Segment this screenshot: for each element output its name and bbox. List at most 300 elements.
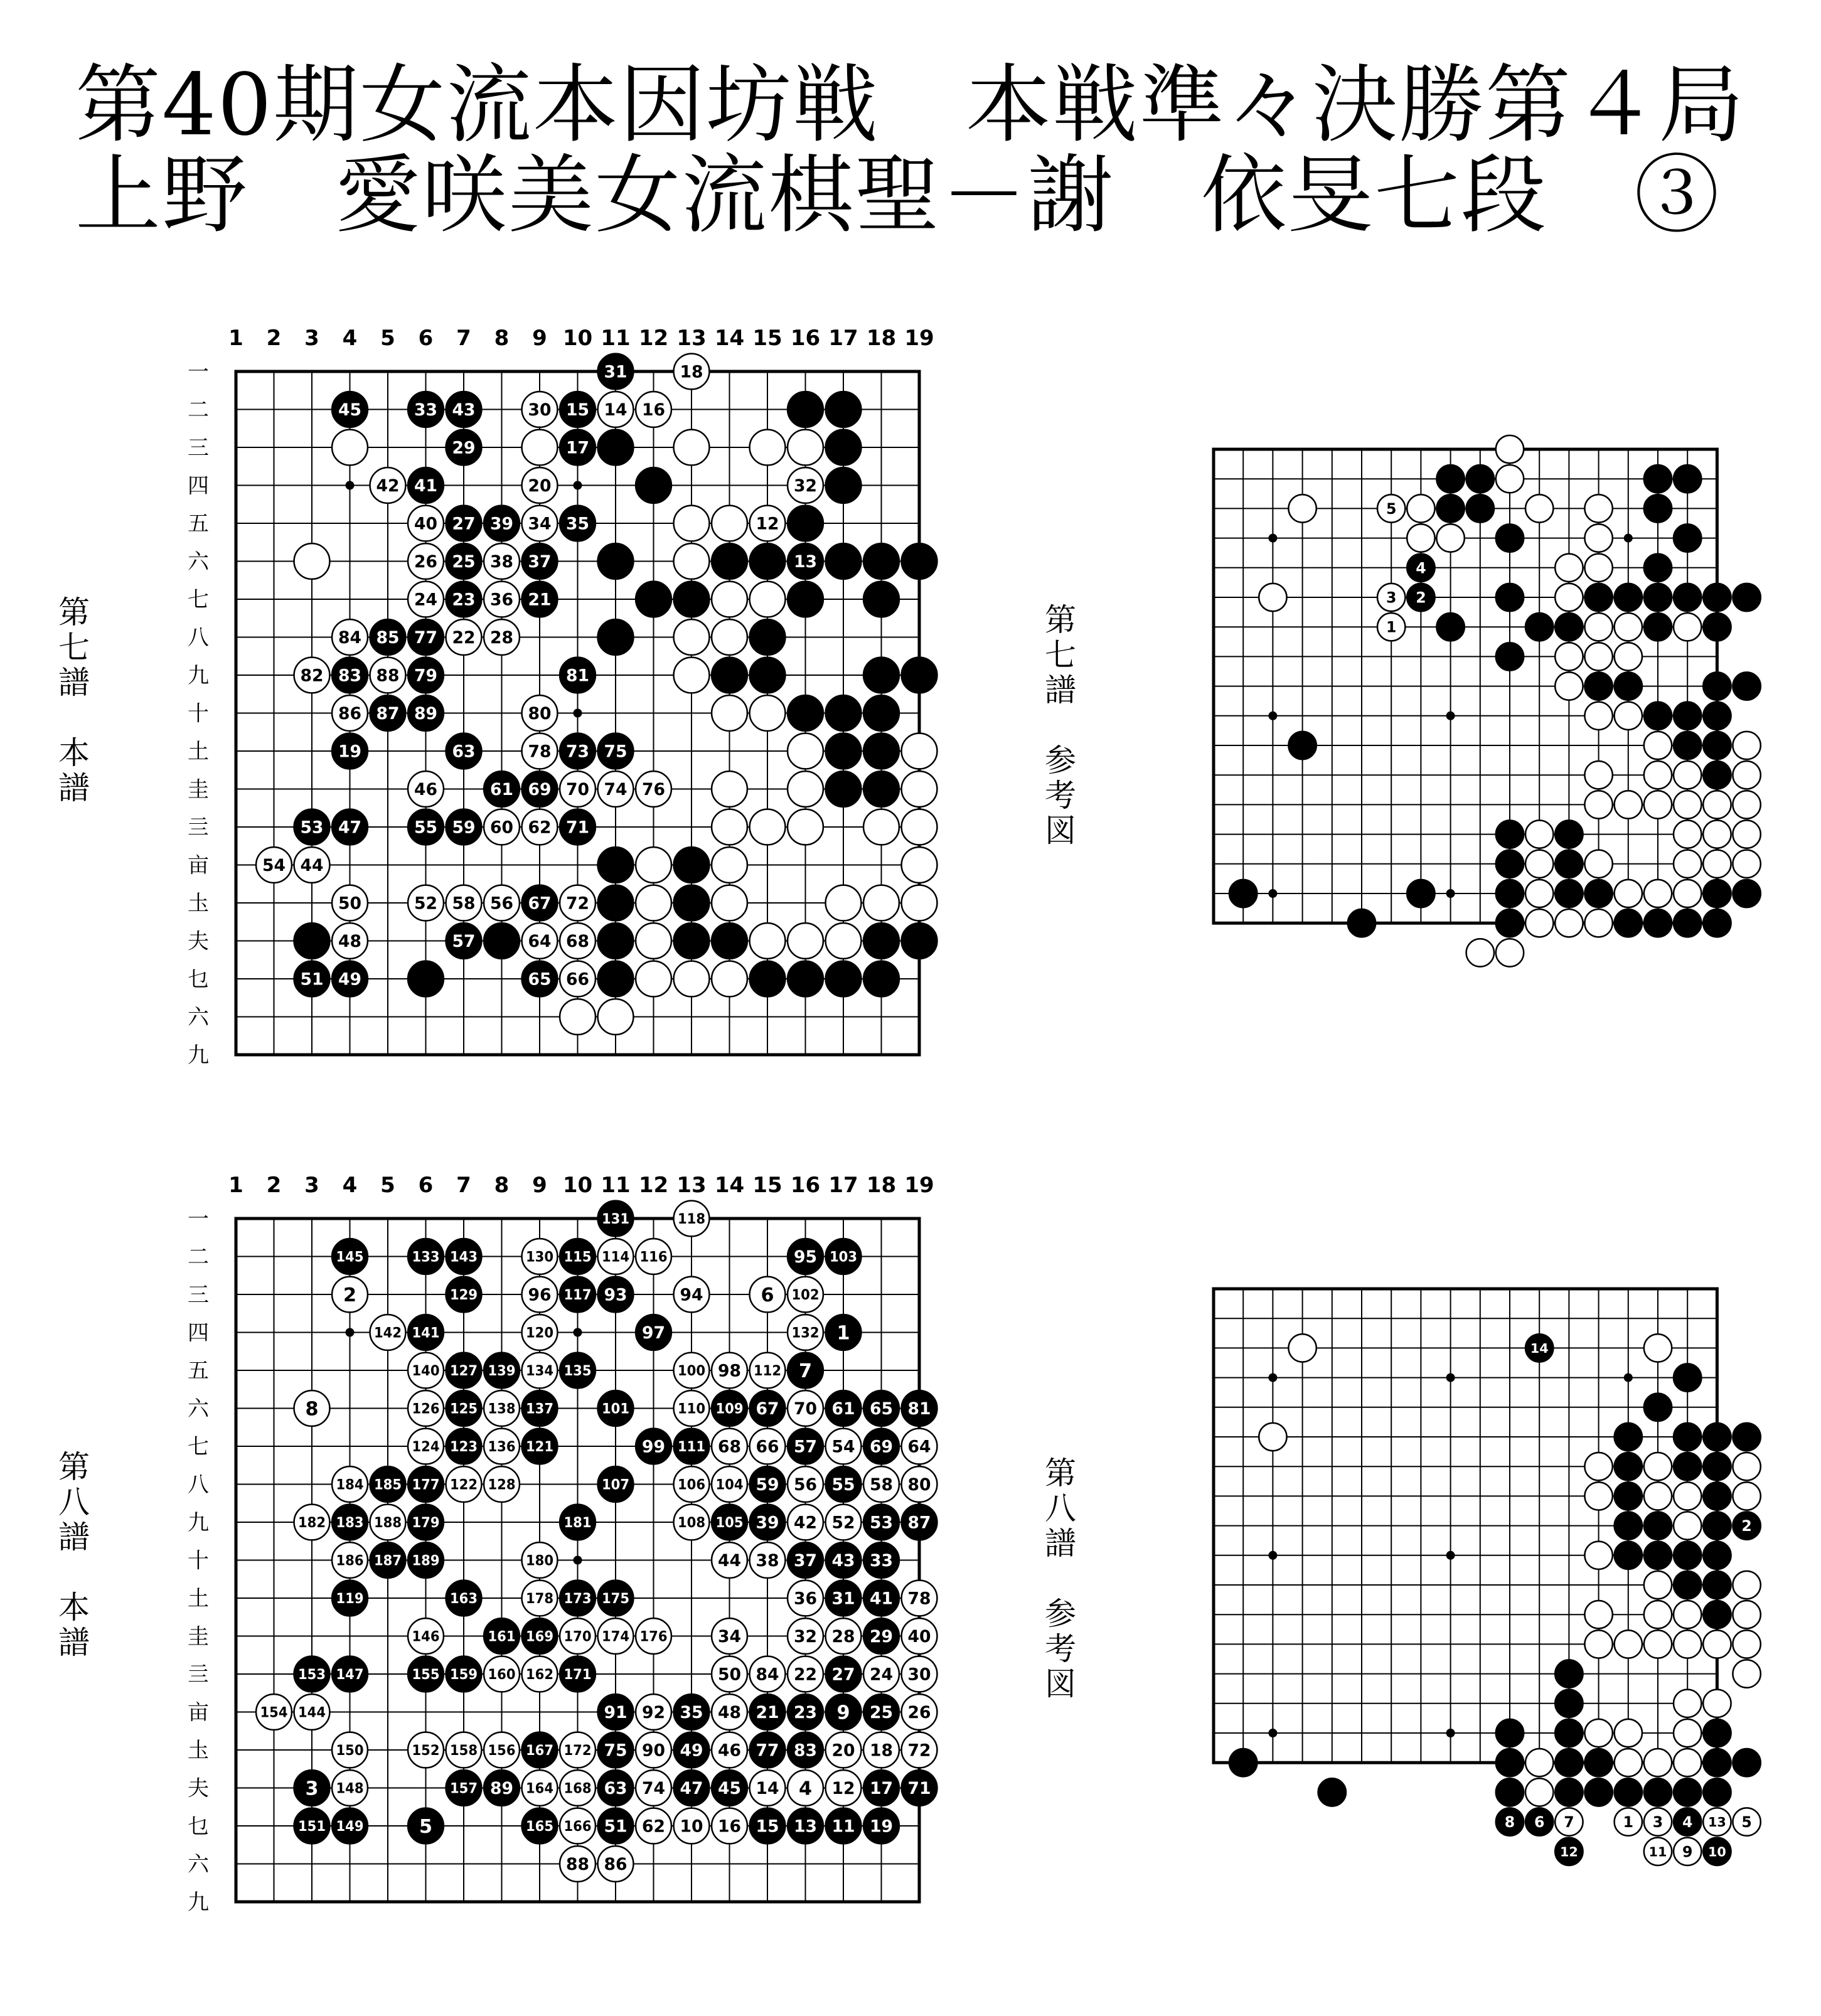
white-stone bbox=[1644, 1749, 1672, 1776]
black-stone bbox=[902, 543, 937, 579]
move-number: 50 bbox=[717, 1665, 742, 1685]
row-label: 亩 bbox=[188, 1700, 209, 1725]
white-stone bbox=[560, 1846, 595, 1882]
row-label: 亖 bbox=[188, 1662, 209, 1687]
black-stone bbox=[408, 961, 444, 997]
white-stone bbox=[1703, 820, 1731, 848]
star-point bbox=[574, 709, 582, 718]
black-stone bbox=[408, 467, 444, 503]
black-stone bbox=[1674, 1571, 1701, 1599]
white-stone bbox=[750, 1277, 786, 1313]
black-stone bbox=[1525, 1808, 1553, 1835]
white-stone bbox=[1674, 1690, 1701, 1717]
col-label: 3 bbox=[304, 1173, 319, 1198]
black-stone bbox=[1555, 880, 1583, 907]
move-number: 62 bbox=[528, 818, 552, 838]
move-number: 128 bbox=[488, 1477, 516, 1493]
black-stone bbox=[750, 1694, 786, 1730]
black-stone bbox=[522, 1429, 558, 1464]
move-number: 18 bbox=[869, 1741, 894, 1761]
black-stone bbox=[560, 1581, 595, 1616]
black-stone bbox=[636, 467, 671, 503]
black-stone bbox=[1644, 1512, 1672, 1539]
black-stone bbox=[522, 582, 558, 617]
move-number: 62 bbox=[641, 1816, 666, 1837]
white-stone bbox=[332, 885, 368, 921]
move-number: 66 bbox=[756, 1437, 779, 1457]
move-number: 102 bbox=[791, 1287, 820, 1303]
black-stone bbox=[1229, 880, 1257, 907]
move-number: 16 bbox=[641, 400, 666, 420]
col-label: 18 bbox=[866, 326, 897, 351]
move-number: 61 bbox=[489, 780, 514, 800]
black-stone bbox=[1496, 880, 1524, 907]
black-stone bbox=[370, 1466, 406, 1502]
row-label: 圭 bbox=[188, 777, 209, 803]
black-stone bbox=[560, 1239, 595, 1274]
star-point bbox=[1268, 1373, 1277, 1382]
white-stone bbox=[1584, 524, 1612, 552]
black-stone bbox=[788, 1542, 823, 1578]
white-stone bbox=[712, 506, 747, 541]
move-number: 131 bbox=[601, 1211, 630, 1227]
white-stone bbox=[294, 1505, 330, 1540]
white-stone bbox=[484, 1466, 520, 1502]
row-label: 九 bbox=[188, 663, 209, 688]
white-stone bbox=[1674, 1719, 1701, 1747]
title-line-1: 第40期女流本因坊戦 本戦準々決勝第４局 bbox=[75, 56, 1746, 155]
move-number: 84 bbox=[756, 1665, 779, 1685]
black-stone bbox=[560, 430, 595, 466]
black-stone bbox=[1496, 850, 1524, 878]
black-stone bbox=[1584, 1778, 1612, 1806]
star-point bbox=[1446, 1729, 1455, 1737]
white-stone bbox=[1644, 1453, 1672, 1480]
black-stone bbox=[1703, 1778, 1731, 1806]
white-stone bbox=[636, 771, 671, 807]
move-number: 22 bbox=[793, 1665, 818, 1685]
move-number: 135 bbox=[563, 1363, 592, 1379]
black-stone bbox=[1644, 465, 1672, 493]
black-stone bbox=[1496, 1749, 1524, 1776]
move-number: 174 bbox=[601, 1629, 630, 1645]
row-label: 五 bbox=[188, 511, 209, 536]
white-stone bbox=[408, 582, 444, 617]
move-number: 70 bbox=[565, 780, 590, 800]
white-stone bbox=[636, 392, 671, 427]
black-stone bbox=[1555, 1690, 1583, 1717]
black-stone bbox=[294, 961, 330, 997]
black-stone bbox=[598, 1694, 634, 1730]
move-number: 35 bbox=[680, 1703, 703, 1723]
black-stone bbox=[1644, 494, 1672, 522]
move-number: 1 bbox=[1386, 618, 1397, 636]
white-stone bbox=[902, 771, 937, 807]
row-label: 乜 bbox=[188, 1814, 209, 1839]
white-stone bbox=[636, 1770, 671, 1806]
white-stone bbox=[522, 1581, 558, 1616]
black-stone bbox=[750, 1808, 786, 1844]
move-number: 104 bbox=[715, 1477, 744, 1493]
black-stone bbox=[826, 1466, 862, 1502]
move-number: 33 bbox=[414, 400, 438, 420]
white-stone bbox=[636, 1808, 671, 1844]
move-number: 153 bbox=[297, 1667, 326, 1683]
white-stone bbox=[674, 1808, 710, 1844]
move-number: 182 bbox=[297, 1515, 326, 1531]
white-stone bbox=[332, 1277, 368, 1313]
black-stone bbox=[750, 1505, 786, 1540]
white-stone bbox=[712, 961, 747, 997]
black-stone bbox=[332, 809, 368, 845]
move-number: 123 bbox=[449, 1439, 478, 1455]
col-label: 2 bbox=[266, 1173, 282, 1198]
black-stone bbox=[826, 1808, 862, 1844]
move-number: 83 bbox=[338, 666, 362, 686]
move-number: 1 bbox=[836, 1322, 850, 1345]
white-stone bbox=[522, 430, 558, 466]
white-stone bbox=[1615, 880, 1642, 907]
white-stone bbox=[712, 1694, 747, 1730]
move-number: 114 bbox=[601, 1249, 630, 1266]
move-number: 186 bbox=[336, 1553, 364, 1569]
black-stone bbox=[712, 923, 747, 959]
white-stone bbox=[674, 619, 710, 655]
row-label: 十 bbox=[188, 701, 209, 727]
move-number: 23 bbox=[793, 1703, 818, 1723]
black-stone bbox=[1703, 1423, 1731, 1451]
white-stone bbox=[332, 1542, 368, 1578]
white-stone bbox=[636, 1694, 671, 1730]
row-label: 乜 bbox=[188, 967, 209, 992]
white-stone bbox=[826, 1429, 862, 1464]
white-stone bbox=[1703, 1690, 1731, 1717]
black-stone bbox=[1674, 524, 1701, 552]
move-number: 89 bbox=[414, 704, 438, 724]
black-stone bbox=[370, 695, 406, 731]
white-stone bbox=[1615, 643, 1642, 670]
move-number: 112 bbox=[753, 1363, 782, 1379]
black-stone bbox=[1644, 584, 1672, 611]
move-number: 44 bbox=[717, 1551, 742, 1571]
white-stone bbox=[1674, 1512, 1701, 1539]
diagram-1-label: 第 七 譜 本 譜 bbox=[58, 594, 90, 806]
black-stone bbox=[1674, 1778, 1701, 1806]
black-stone bbox=[674, 582, 710, 617]
white-stone bbox=[712, 1429, 747, 1464]
black-stone bbox=[294, 1656, 330, 1692]
white-stone bbox=[560, 923, 595, 959]
black-stone bbox=[1555, 1719, 1583, 1747]
white-stone bbox=[674, 1466, 710, 1502]
black-stone bbox=[863, 771, 899, 807]
star-point bbox=[1446, 1551, 1455, 1560]
move-number: 178 bbox=[525, 1591, 554, 1607]
black-stone bbox=[560, 1656, 595, 1692]
black-stone bbox=[598, 923, 634, 959]
white-stone bbox=[1584, 643, 1612, 670]
white-stone bbox=[522, 1315, 558, 1350]
black-stone bbox=[1644, 1542, 1672, 1569]
black-stone bbox=[1703, 1512, 1731, 1539]
row-label: 亖 bbox=[188, 815, 209, 840]
move-number: 88 bbox=[376, 666, 400, 686]
move-number: 16 bbox=[717, 1816, 742, 1837]
black-stone bbox=[863, 923, 899, 959]
black-stone bbox=[560, 733, 595, 769]
move-number: 109 bbox=[715, 1401, 744, 1417]
white-stone bbox=[1259, 584, 1286, 611]
move-number: 93 bbox=[604, 1285, 627, 1305]
white-stone bbox=[1584, 494, 1612, 522]
star-point bbox=[1446, 1373, 1455, 1382]
move-number: 49 bbox=[680, 1741, 703, 1761]
move-number: 95 bbox=[793, 1247, 818, 1267]
white-stone bbox=[674, 1390, 710, 1426]
row-label: 二 bbox=[188, 1244, 209, 1270]
move-number: 68 bbox=[717, 1437, 742, 1457]
white-stone bbox=[788, 1770, 823, 1806]
black-stone bbox=[598, 354, 634, 390]
row-label: 夫 bbox=[188, 929, 209, 954]
white-stone bbox=[1377, 584, 1405, 611]
white-stone bbox=[1733, 1571, 1760, 1599]
black-stone bbox=[1496, 909, 1524, 937]
star-point bbox=[346, 481, 355, 490]
move-number: 185 bbox=[373, 1477, 402, 1493]
black-stone bbox=[1496, 524, 1524, 552]
row-label: 四 bbox=[188, 1320, 209, 1346]
black-stone bbox=[484, 771, 520, 807]
white-stone bbox=[902, 1618, 937, 1654]
white-stone bbox=[560, 885, 595, 921]
col-label: 4 bbox=[342, 1173, 358, 1198]
black-stone bbox=[484, 1353, 520, 1389]
white-stone bbox=[332, 1466, 368, 1502]
black-stone bbox=[1703, 1453, 1731, 1480]
black-stone bbox=[1674, 465, 1701, 493]
white-stone bbox=[1584, 1453, 1612, 1480]
move-number: 110 bbox=[677, 1401, 706, 1417]
move-number: 180 bbox=[525, 1553, 554, 1569]
black-stone bbox=[826, 1315, 862, 1350]
move-number: 33 bbox=[869, 1551, 894, 1571]
black-stone bbox=[408, 1315, 444, 1350]
move-number: 4 bbox=[798, 1778, 813, 1800]
white-stone bbox=[674, 1353, 710, 1389]
move-number: 68 bbox=[565, 932, 590, 952]
move-number: 72 bbox=[565, 893, 590, 914]
white-stone bbox=[370, 467, 406, 503]
row-label: 九 bbox=[188, 1510, 209, 1535]
move-number: 162 bbox=[525, 1667, 554, 1683]
star-point bbox=[574, 1328, 582, 1337]
white-stone bbox=[1674, 1601, 1701, 1628]
star-point bbox=[1624, 1373, 1633, 1382]
white-stone bbox=[598, 1239, 634, 1274]
move-number: 124 bbox=[412, 1439, 440, 1455]
star-point bbox=[1268, 1729, 1277, 1737]
white-stone bbox=[712, 695, 747, 731]
black-stone bbox=[712, 543, 747, 579]
white-stone bbox=[408, 543, 444, 579]
col-label: 1 bbox=[228, 1173, 243, 1198]
black-stone bbox=[788, 1808, 823, 1844]
move-number: 25 bbox=[452, 552, 476, 572]
black-stone bbox=[1674, 584, 1701, 611]
white-stone bbox=[294, 847, 330, 883]
black-stone bbox=[1703, 613, 1731, 641]
white-stone bbox=[560, 771, 595, 807]
star-point bbox=[1624, 534, 1633, 543]
black-stone bbox=[408, 1542, 444, 1578]
black-stone bbox=[446, 1770, 482, 1806]
white-stone bbox=[522, 1277, 558, 1313]
black-stone bbox=[750, 1466, 786, 1502]
black-stone bbox=[1703, 584, 1731, 611]
black-stone bbox=[598, 1581, 634, 1616]
black-stone bbox=[598, 733, 634, 769]
move-number: 37 bbox=[528, 552, 552, 572]
black-stone bbox=[826, 430, 862, 466]
row-label: 六 bbox=[188, 549, 209, 575]
black-stone bbox=[674, 1770, 710, 1806]
move-number: 72 bbox=[907, 1741, 931, 1761]
move-number: 4 bbox=[1416, 559, 1426, 577]
black-stone bbox=[750, 658, 786, 693]
black-stone bbox=[598, 1466, 634, 1502]
move-number: 35 bbox=[565, 514, 590, 534]
move-number: 38 bbox=[489, 552, 514, 572]
white-stone bbox=[902, 847, 937, 883]
white-stone bbox=[1644, 791, 1672, 818]
black-stone bbox=[1644, 1778, 1672, 1806]
black-stone bbox=[484, 923, 520, 959]
black-stone bbox=[1496, 820, 1524, 848]
move-number: 71 bbox=[565, 818, 590, 838]
white-stone bbox=[1584, 909, 1612, 937]
move-number: 147 bbox=[336, 1667, 364, 1683]
move-number: 90 bbox=[641, 1741, 666, 1761]
black-stone bbox=[332, 961, 368, 997]
black-stone bbox=[826, 543, 862, 579]
white-stone bbox=[522, 1353, 558, 1389]
row-label: 七 bbox=[188, 1434, 209, 1459]
move-number: 105 bbox=[715, 1515, 744, 1531]
white-stone bbox=[598, 999, 634, 1035]
move-number: 40 bbox=[414, 514, 438, 534]
black-stone bbox=[1674, 909, 1701, 937]
black-stone bbox=[1555, 1749, 1583, 1776]
move-number: 25 bbox=[869, 1703, 894, 1723]
move-number: 160 bbox=[488, 1667, 516, 1683]
white-stone bbox=[1584, 1482, 1612, 1510]
row-label: 土 bbox=[188, 1586, 209, 1611]
move-number: 17 bbox=[869, 1779, 894, 1799]
white-stone bbox=[294, 1694, 330, 1730]
move-number: 67 bbox=[756, 1399, 779, 1419]
black-stone bbox=[446, 1390, 482, 1426]
star-point bbox=[346, 1328, 355, 1337]
move-number: 159 bbox=[449, 1667, 478, 1683]
star-point bbox=[574, 481, 582, 490]
white-stone bbox=[1674, 880, 1701, 907]
move-number: 142 bbox=[373, 1325, 402, 1341]
move-number: 65 bbox=[869, 1399, 894, 1419]
move-number: 64 bbox=[907, 1437, 931, 1457]
black-stone bbox=[598, 619, 634, 655]
white-stone bbox=[1377, 494, 1405, 522]
move-number: 34 bbox=[528, 514, 552, 534]
black-stone bbox=[1733, 1512, 1760, 1539]
black-stone bbox=[1615, 584, 1642, 611]
col-label: 3 bbox=[304, 326, 319, 351]
black-stone bbox=[446, 923, 482, 959]
black-stone bbox=[446, 733, 482, 769]
white-stone bbox=[788, 1390, 823, 1426]
white-stone bbox=[1525, 1778, 1553, 1806]
white-stone bbox=[446, 1466, 482, 1502]
black-stone bbox=[408, 695, 444, 731]
col-label: 10 bbox=[562, 326, 593, 351]
col-label: 11 bbox=[601, 326, 631, 351]
white-stone bbox=[1407, 494, 1434, 522]
move-number: 41 bbox=[869, 1589, 894, 1609]
col-label: 17 bbox=[828, 1173, 858, 1198]
move-number: 51 bbox=[604, 1816, 627, 1837]
black-stone bbox=[826, 1656, 862, 1692]
black-stone bbox=[1348, 909, 1375, 937]
black-stone bbox=[674, 923, 710, 959]
move-number: 7 bbox=[1564, 1813, 1574, 1832]
white-stone bbox=[750, 1542, 786, 1578]
white-stone bbox=[712, 885, 747, 921]
white-stone bbox=[370, 1505, 406, 1540]
black-stone bbox=[332, 1505, 368, 1540]
white-stone bbox=[598, 771, 634, 807]
move-number: 189 bbox=[412, 1553, 440, 1569]
move-number: 99 bbox=[641, 1437, 666, 1457]
move-number: 23 bbox=[452, 590, 476, 610]
white-stone bbox=[1703, 1808, 1731, 1835]
black-stone bbox=[522, 1732, 558, 1768]
white-stone bbox=[522, 467, 558, 503]
move-number: 177 bbox=[412, 1477, 440, 1493]
black-stone bbox=[863, 733, 899, 769]
move-number: 156 bbox=[488, 1742, 516, 1759]
white-stone bbox=[1644, 1601, 1672, 1628]
black-stone bbox=[1615, 1453, 1642, 1480]
move-number: 149 bbox=[336, 1818, 364, 1835]
black-stone bbox=[560, 1353, 595, 1389]
black-stone bbox=[446, 1581, 482, 1616]
white-stone bbox=[1615, 1630, 1642, 1658]
move-number: 29 bbox=[452, 438, 476, 458]
white-stone bbox=[522, 392, 558, 427]
white-stone bbox=[788, 923, 823, 959]
black-stone bbox=[1584, 880, 1612, 907]
white-stone bbox=[750, 1353, 786, 1389]
black-stone bbox=[1496, 584, 1524, 611]
move-number: 58 bbox=[452, 893, 476, 914]
white-stone bbox=[1584, 761, 1612, 789]
white-stone bbox=[712, 1656, 747, 1692]
black-stone bbox=[1703, 1482, 1731, 1510]
move-number: 122 bbox=[449, 1477, 478, 1493]
white-stone bbox=[408, 885, 444, 921]
white-stone bbox=[446, 885, 482, 921]
move-number: 32 bbox=[793, 1627, 818, 1647]
